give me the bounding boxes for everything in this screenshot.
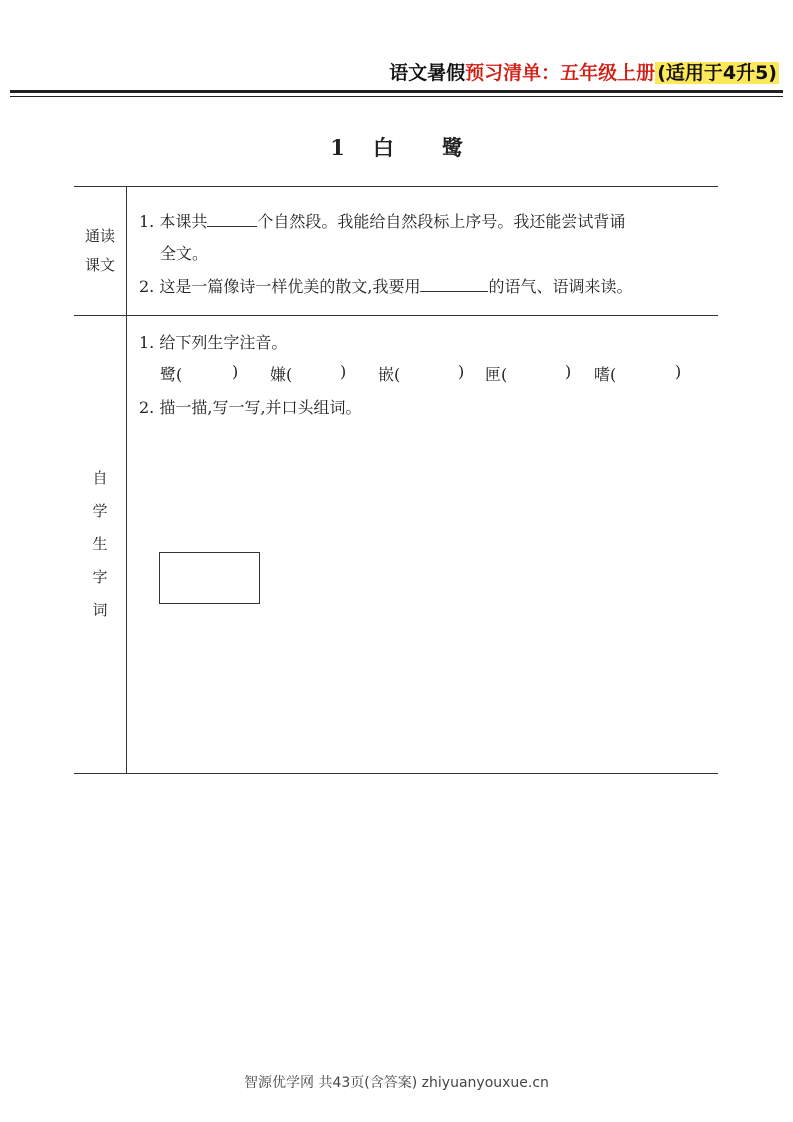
blank-paragraph-count[interactable] [207, 210, 257, 227]
header-rule-thin [10, 96, 783, 97]
header-series: 语文暑假 [389, 62, 466, 84]
blank-tone[interactable] [420, 275, 488, 292]
read-q1-cont: 全文。 [160, 244, 209, 263]
lesson-title [0, 132, 793, 162]
lesson-title-char2: 鹭 [441, 135, 463, 160]
header-rule-thick [10, 90, 783, 93]
read-q2: 2. 这是一篇像诗一样优美的散文,我要用 的语气、语调来读。 [139, 277, 633, 296]
self-q1: 1. 给下列生字注音。 [139, 333, 288, 352]
self-q2: 2. 描一描,写一写,并口头组词。 [139, 398, 362, 417]
header-grade-badge: (适用于4升5) [657, 62, 777, 84]
read-q1: 1. 本课共 个自然段。我能给自然段标上序号。我还能尝试背诵 [139, 212, 626, 231]
lesson-number: 1 [330, 135, 345, 160]
row-read [74, 187, 718, 316]
lesson-title-char1: 白 [372, 135, 394, 160]
page-header [389, 58, 779, 85]
writing-grid-1[interactable] [159, 552, 260, 604]
header-subject: 预习清单：五年级上册 [465, 62, 656, 84]
worksheet-table [74, 186, 718, 774]
page-footer: 智源优学网 共43页(含答案) zhiyuanyouxue.cn [244, 1075, 549, 1091]
row-self-study: 自学生字词 1. 给下列生字注音。 鹭( ) 嫌( ) 嵌( ) 匣( ) 嗜( ) 2. 描一描,写一写,并口头组词。 [74, 316, 718, 774]
row-label-read: 通读课文 [74, 187, 127, 315]
row-label-self-study: 自学生字词 [74, 316, 127, 773]
